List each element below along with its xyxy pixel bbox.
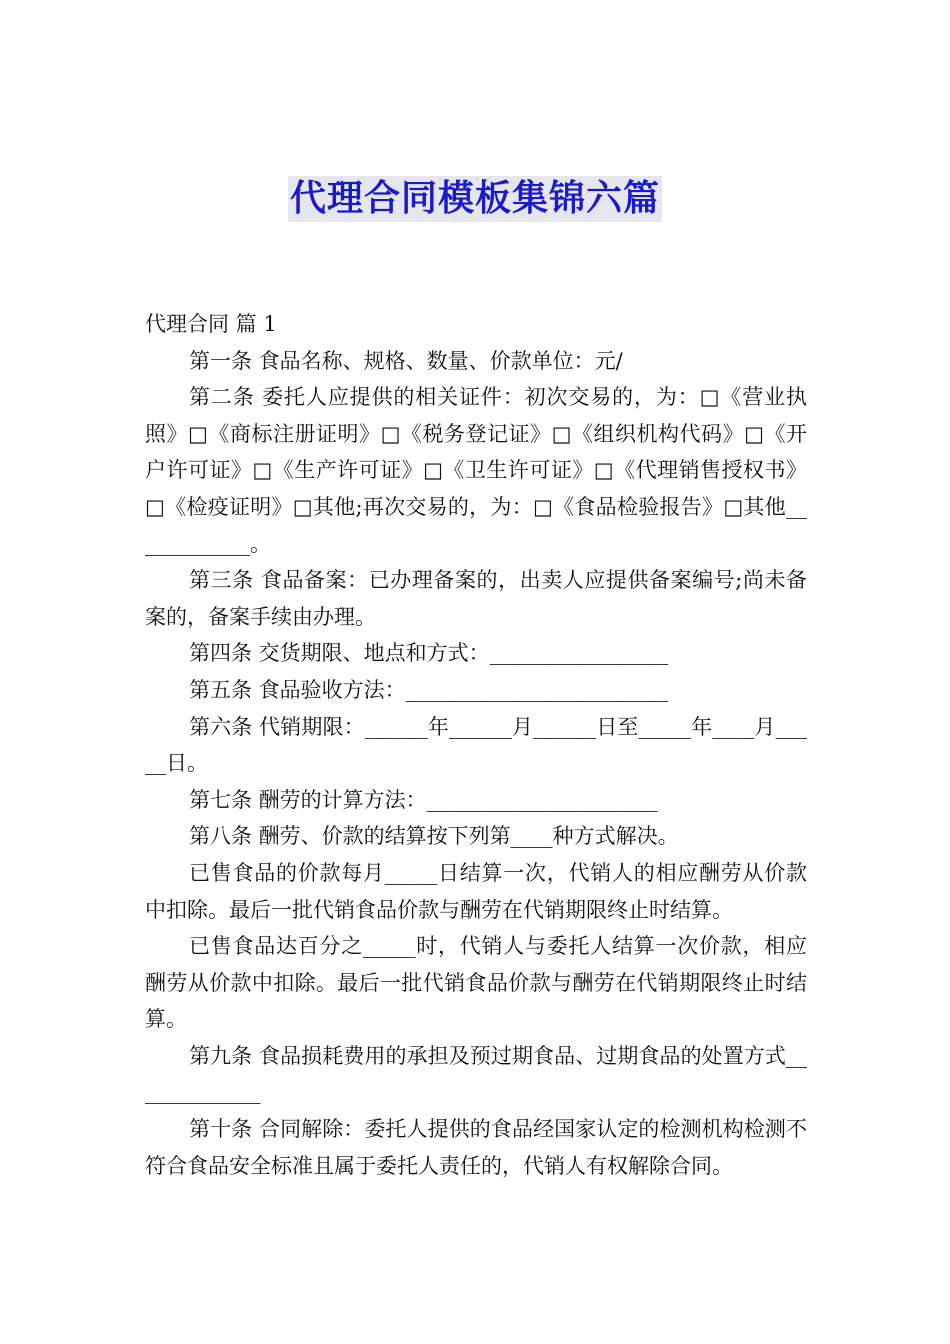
article-10: 第十条 合同解除：委托人提供的食品经国家认定的检测机构检测不符合食品安全标准且属于委托人责任的，代销人有权解除合同。	[145, 1117, 807, 1178]
article-9: 第九条 食品损耗费用的承担及预过期食品、过期食品的处置方式_____________	[145, 1043, 807, 1105]
article-7: 第七条 酬劳的计算方法：______________________	[189, 787, 658, 812]
article-8: 第八条 酬劳、价款的结算按下列第____种方式解决。	[189, 824, 679, 849]
article-2: 第二条 委托人应提供的相关证件：初次交易的，为：□《营业执照》□《商标注册证明》□《税务登记证》□《组织机构代码》□《开户许可证》□《生产许可证》□《卫生许可证》□《代理销售授权书》□《检疫证明》□其他;再次交易的，为：□《食品检验报告》□其他____________。	[145, 385, 807, 556]
article-5: 第五条 食品验收方法：_________________________	[189, 677, 669, 702]
article-1: 第一条 食品名称、规格、数量、价款单位：元/	[189, 348, 623, 373]
article-4: 第四条 交货期限、地点和方式：_________________	[189, 641, 669, 666]
article-6: 第六条 代销期限：______年______月______日至_____年____月_____日。	[145, 714, 807, 776]
settlement-option-1: 已售食品的价款每月_____日结算一次，代销人的相应酬劳从价款中扣除。最后一批代销食品价款与酬劳在代销期限终止时结算。	[145, 860, 807, 922]
article-3: 第三条 食品备案：已办理备案的，出卖人应提供备案编号;尚未备案的，备案手续由办理。	[145, 568, 807, 629]
section-heading: 代理合同 篇 1	[145, 312, 277, 336]
title-container	[0, 176, 950, 222]
document-body	[145, 306, 807, 1184]
settlement-option-2: 已售食品达百分之_____时，代销人与委托人结算一次价款，相应酬劳从价款中扣除。最后一批代销食品价款与酬劳在代销期限终止时结算。	[145, 934, 807, 1032]
document-title: 代理合同模板集锦六篇	[288, 176, 662, 222]
